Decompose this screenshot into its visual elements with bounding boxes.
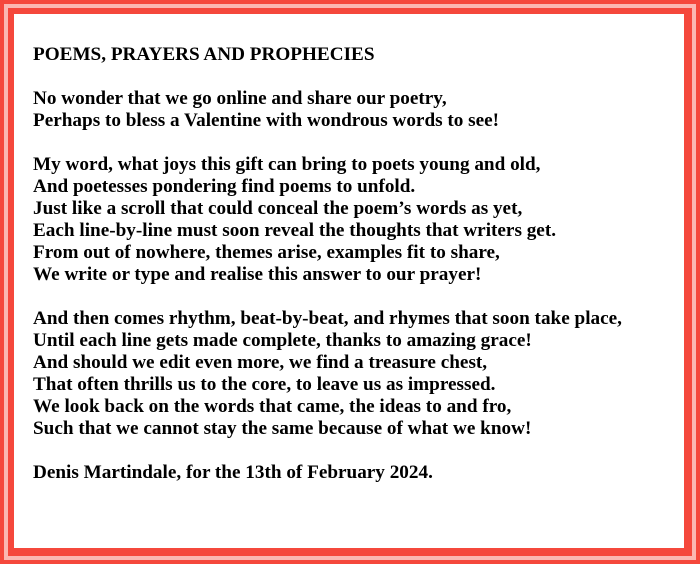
poem-page bbox=[14, 14, 684, 548]
poem-signature: Denis Martindale, for the 13th of February 2024. bbox=[33, 462, 433, 483]
poem-line: No wonder that we go online and share our poetry, bbox=[33, 88, 447, 109]
poem-line: Perhaps to bless a Valentine with wondrous words to see! bbox=[33, 110, 500, 131]
poem-line: Until each line gets made complete, thanks to amazing grace! bbox=[33, 330, 532, 351]
poem-line: From out of nowhere, themes arise, examples fit to share, bbox=[33, 242, 500, 263]
poem-line: We write or type and realise this answer to our prayer! bbox=[33, 264, 482, 285]
poem-line: That often thrills us to the core, to leave us as impressed. bbox=[33, 374, 496, 395]
poem-line: And then comes rhythm, beat-by-beat, and rhymes that soon take place, bbox=[33, 308, 622, 329]
poem-line: Such that we cannot stay the same because of what we know! bbox=[33, 418, 532, 439]
poem-line: My word, what joys this gift can bring to poets young and old, bbox=[33, 154, 541, 175]
poem-line: Each line-by-line must soon reveal the thoughts that writers get. bbox=[33, 220, 557, 241]
poem-line: And poetesses pondering find poems to unfold. bbox=[33, 176, 416, 197]
poem-line: And should we edit even more, we find a treasure chest, bbox=[33, 352, 488, 373]
poem-title: POEMS, PRAYERS AND PROPHECIES bbox=[33, 44, 375, 65]
poem-text bbox=[33, 44, 622, 484]
poem-line: Just like a scroll that could conceal the poem’s words as yet, bbox=[33, 198, 523, 219]
poem-line: We look back on the words that came, the ideas to and fro, bbox=[33, 396, 512, 417]
